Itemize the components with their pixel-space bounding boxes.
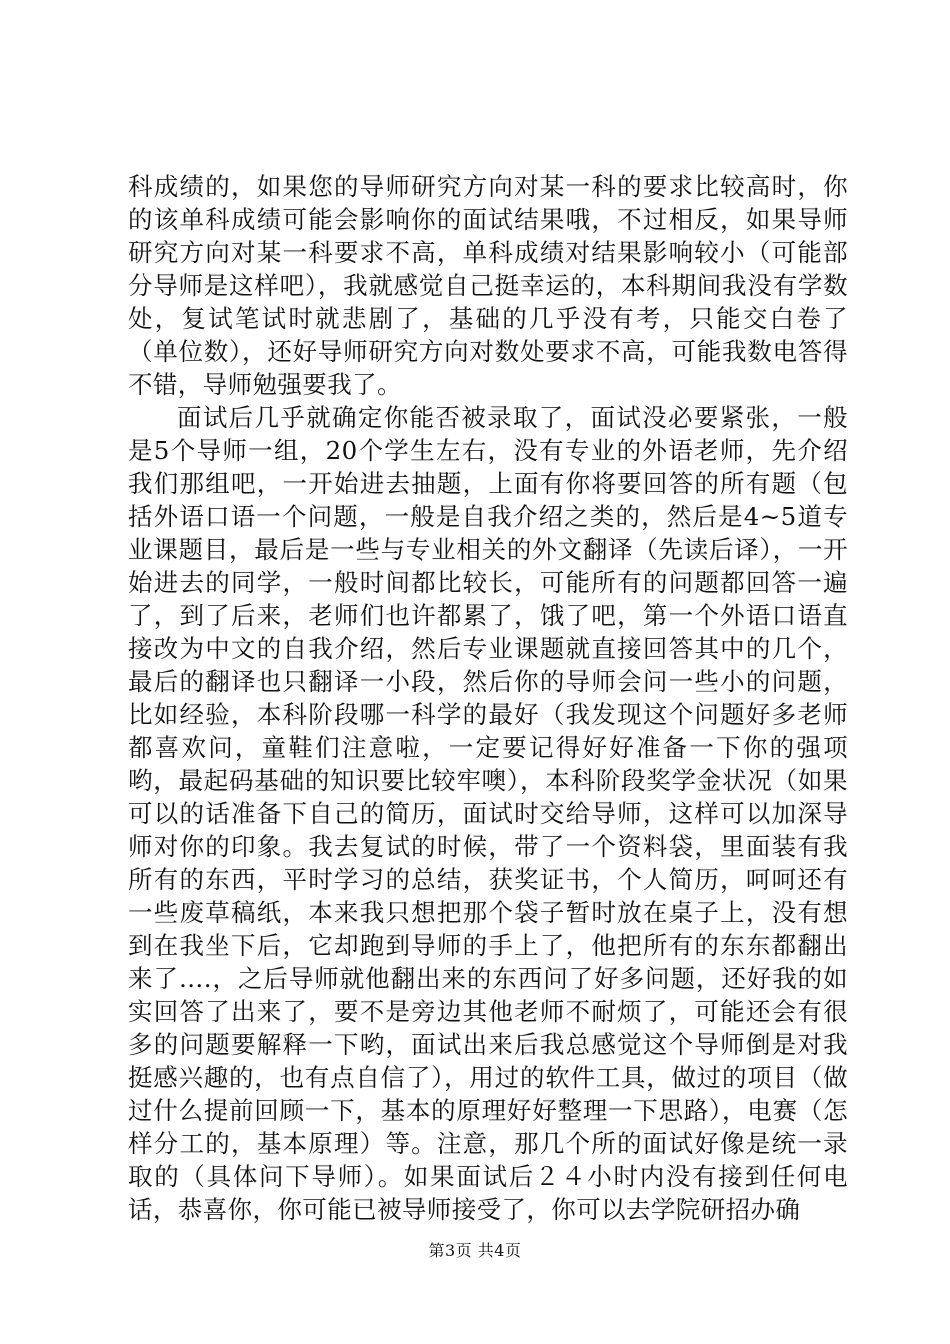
paragraph-continuation: 科成绩的，如果您的导师研究方向对某一科的要求比较高时，你的该单科成绩可能会影响你的面试结果哦，不过相反，如果导师研究方向对某一科要求不高，单科成绩对结果影响较小（可能部分导师是这样吧），我就感觉自己挺幸运的，本科期间我没有学数处，复试笔试时就悲剧了，基础的几乎没有考，只能交白卷了（单位数），还好导师研究方向对数处要求不高，可能我数电答得不错，导师勉强要我了。 [128,172,848,399]
page-footer: 第3页 共4页 [428,1241,522,1260]
document-body [128,170,848,1226]
paragraph-interview: 面试后几乎就确定你能否被录取了，面试没必要紧张，一般是5个导师一组，20个学生左右，没有专业的外语老师，先介绍我们那组吧，一开始进去抽题，上面有你将要回答的所有题（包括外语口语一个问题，一般是自我介绍之类的，然后是4~5道专业课题目，最后是一些与专业相关的外文翻译（先读后译），一开始进去的同学，一般时间都比较长，可能所有的问题都回答一遍了，到了后来，老师们也许都累了，饿了吧，第一个外语口语直接改为中文的自我介绍，然后专业课题就直接回答其中的几个，最后的翻译也只翻译一小段，然后你的导师会问一些小的问题，比如经验，本科阶段哪一科学的最好（我发现这个问题好多老师都喜欢问，童鞋们注意啦，一定要记得好好准备一下你的强项哟，最起码基础的知识要比较牢噢），本科阶段奖学金状况（如果可以的话准备下自己的简历，面试时交给导师，这样可以加深导师对你的印象。我去复试的时候，带了一个资料袋，里面装有我所有的东西，平时学习的总结，获奖证书，个人简历，呵呵还有一些废草稿纸，本来我只想把那个袋子暂时放在桌子上，没有想到在我坐下后，它却跑到导师的手上了，他把所有的东东都翻出来了….，之后导师就他翻出来的东西问了好多问题，还好我的如实回答了出来了，要不是旁边其他老师不耐烦了，可能还会有很多的问题要解释一下哟，面试出来后我总感觉这个导师倒是对我挺感兴趣的，也有点自信了），用过的软件工具，做过的项目（做过什么提前回顾一下，基本的原理好好整理一下思路），电赛（怎样分工的，基本原理）等。注意，那几个所的面试好像是统一录取的（具体问下导师）。如果面试后２４小时内没有接到任何电话，恭喜你，你可能已被导师接受了，你可以去学院研招办确 [128,403,848,1224]
